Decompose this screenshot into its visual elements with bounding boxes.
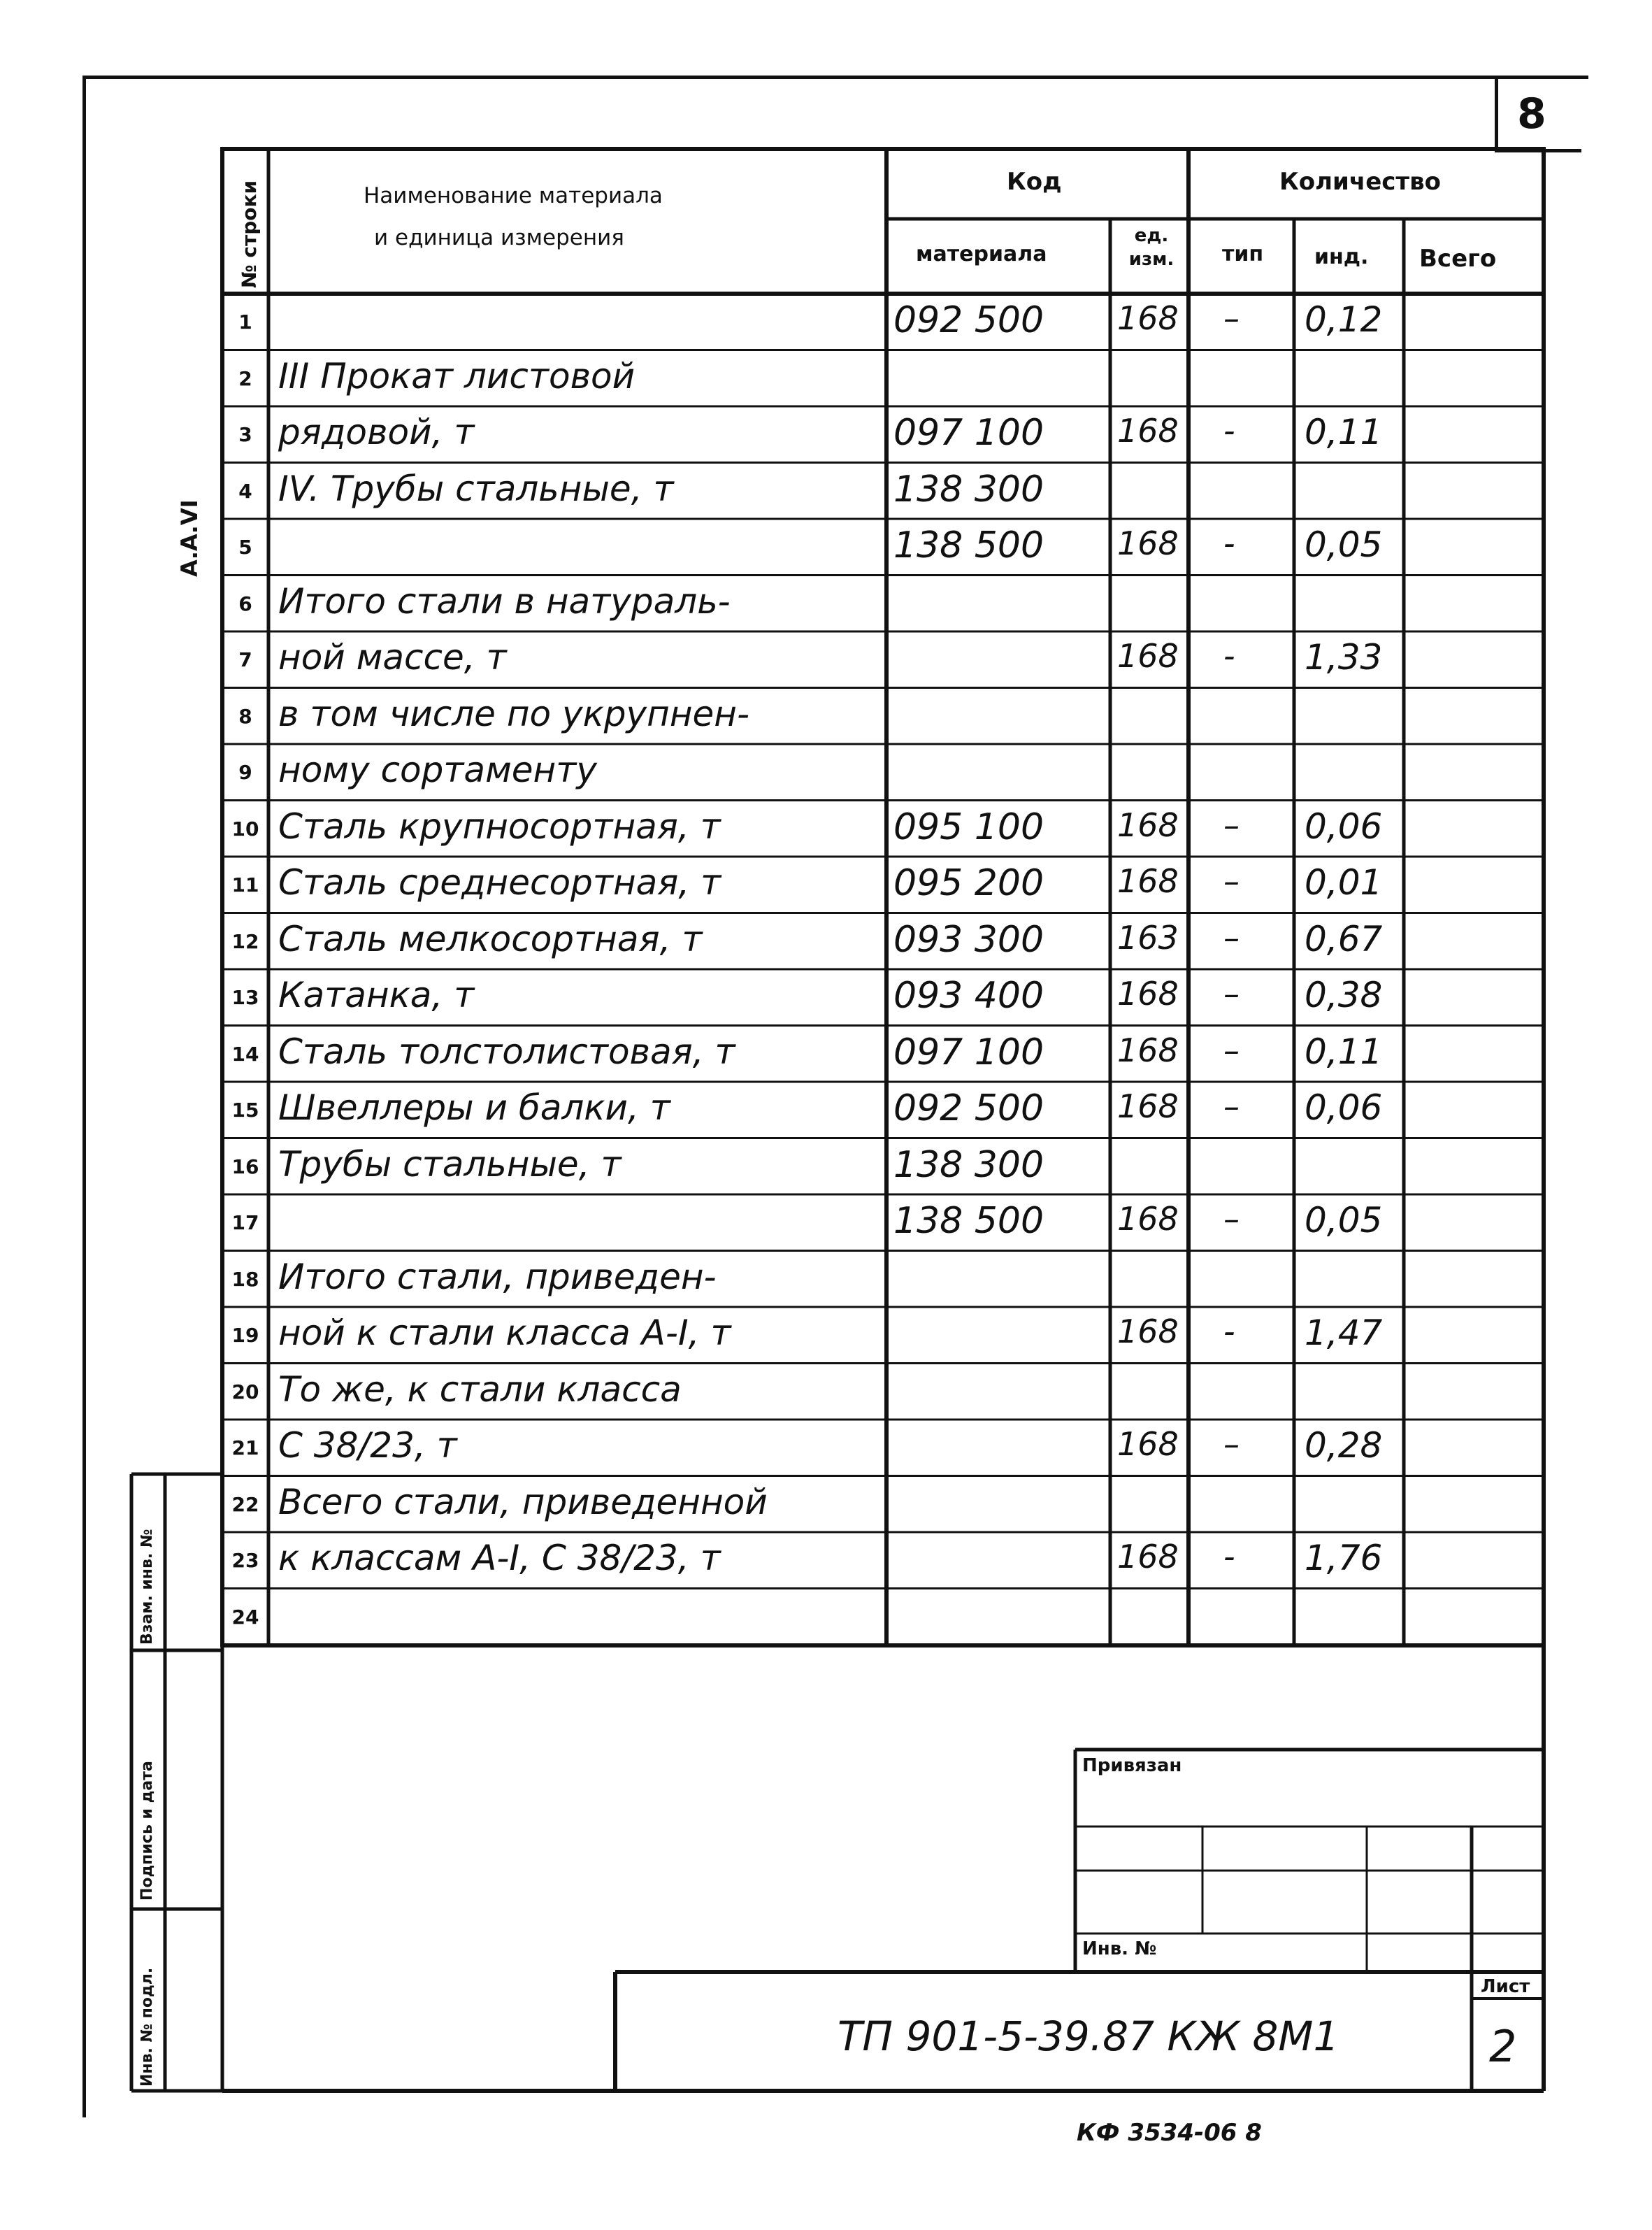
cell-unit: 168 — [1117, 299, 1179, 337]
cell-type: – — [1223, 862, 1240, 900]
cell-type: – — [1223, 975, 1240, 1013]
cell-name: Итого стали в натураль- — [278, 580, 731, 622]
cell-name: Сталь мелкосортная, т — [278, 918, 703, 959]
cell-ind: 0,67 — [1305, 918, 1383, 959]
cell-ind: 0,11 — [1305, 1031, 1383, 1072]
header-code: Код — [1007, 168, 1062, 196]
row-number: 1 — [238, 310, 252, 334]
header-unit: ед. изм. — [1128, 225, 1175, 270]
cell-unit: 168 — [1117, 806, 1179, 844]
row-number: 12 — [231, 929, 259, 953]
cell-unit: 168 — [1117, 1200, 1179, 1238]
cell-material: 092 500 — [893, 299, 1044, 341]
cell-material: 138 500 — [893, 1200, 1044, 1242]
row-number: 19 — [231, 1324, 259, 1347]
row-number: 5 — [238, 536, 252, 559]
margin-mark: А.А.VI — [176, 499, 203, 577]
stamp-privyazan: Привязан — [1082, 1755, 1182, 1776]
cell-material: 095 100 — [893, 806, 1044, 848]
cell-ind: 0,12 — [1305, 299, 1383, 340]
row-number: 4 — [238, 479, 252, 503]
header-material: материала — [916, 242, 1047, 266]
row-number: 9 — [238, 761, 252, 784]
cell-unit: 168 — [1117, 862, 1179, 900]
cell-name: в том числе по укрупнен- — [278, 693, 749, 734]
header-row-no: № строки — [238, 180, 261, 288]
cell-type: - — [1223, 637, 1235, 675]
row-number: 3 — [238, 423, 252, 446]
cell-unit: 168 — [1117, 1538, 1179, 1575]
cell-ind: 0,05 — [1305, 524, 1383, 565]
cell-unit: 168 — [1117, 975, 1179, 1013]
cell-unit: 168 — [1117, 412, 1179, 450]
cell-name: Всего стали, приведенной — [278, 1481, 768, 1522]
cell-name: Сталь крупносортная, т — [278, 806, 721, 847]
cell-ind: 0,11 — [1305, 412, 1383, 452]
cell-ind: 0,05 — [1305, 1200, 1383, 1241]
cell-name: IV. Трубы стальные, т — [278, 468, 674, 509]
header-name-line2: и единица измерения — [374, 225, 624, 250]
cell-name: Сталь толстолистовая, т — [278, 1031, 735, 1072]
cell-unit: 163 — [1117, 918, 1179, 957]
row-number: 8 — [238, 704, 252, 728]
cell-type: – — [1223, 1087, 1240, 1125]
cell-name: рядовой, т — [278, 412, 475, 452]
cell-name: Итого стали, приведен- — [278, 1256, 717, 1297]
row-number: 2 — [238, 366, 252, 390]
cell-ind: 0,01 — [1305, 862, 1383, 903]
cell-name: к классам А-I, С 38/23, т — [278, 1538, 721, 1578]
cell-material: 093 400 — [893, 975, 1044, 1017]
row-number: 11 — [231, 873, 259, 896]
row-number: 18 — [231, 1267, 259, 1291]
cell-material: 138 300 — [893, 468, 1044, 510]
cell-name: ной к стали класса А-I, т — [278, 1313, 731, 1353]
row-number: 6 — [238, 592, 252, 615]
side-label-podpis: Подпись и дата — [138, 1761, 156, 1901]
header-ind: инд. — [1314, 245, 1369, 269]
row-number: 13 — [231, 986, 259, 1009]
cell-material: 097 100 — [893, 412, 1044, 454]
cell-unit: 168 — [1117, 1087, 1179, 1125]
stamp-list-number: 2 — [1489, 2021, 1517, 2072]
cell-name: Швеллеры и балки, т — [278, 1087, 670, 1128]
cell-type: – — [1223, 1031, 1240, 1069]
cell-unit: 168 — [1117, 524, 1179, 562]
cell-type: - — [1223, 1538, 1235, 1575]
cell-material: 092 500 — [893, 1087, 1044, 1129]
cell-name: ной массе, т — [278, 637, 507, 678]
cell-name: Трубы стальные, т — [278, 1143, 622, 1185]
footer-code: КФ 3534-06 8 — [1077, 2119, 1262, 2147]
row-number: 15 — [231, 1099, 259, 1122]
header-name: Наименование материала — [364, 183, 663, 208]
sheet-number: 8 — [1517, 90, 1546, 138]
row-number: 22 — [231, 1492, 259, 1516]
stamp-list-label: Лист — [1481, 1976, 1530, 1997]
row-number: 7 — [238, 648, 252, 671]
header-type: тип — [1222, 242, 1264, 266]
row-number: 14 — [231, 1042, 259, 1066]
row-number: 17 — [231, 1211, 259, 1234]
cell-name: С 38/23, т — [278, 1425, 457, 1466]
row-number: 16 — [231, 1155, 259, 1178]
cell-ind: 0,06 — [1305, 1087, 1383, 1128]
cell-type: – — [1223, 1200, 1240, 1238]
cell-type: - — [1223, 412, 1235, 450]
cell-unit: 168 — [1117, 1313, 1179, 1350]
cell-type: – — [1223, 918, 1240, 957]
cell-unit: 168 — [1117, 637, 1179, 675]
cell-ind: 1,47 — [1305, 1313, 1383, 1353]
row-number: 20 — [231, 1380, 259, 1403]
cell-type: – — [1223, 1425, 1240, 1463]
cell-name: Катанка, т — [278, 975, 475, 1015]
cell-ind: 0,06 — [1305, 806, 1383, 847]
cell-unit: 168 — [1117, 1425, 1179, 1463]
cell-type: – — [1223, 806, 1240, 844]
cell-material: 138 500 — [893, 524, 1044, 566]
header-qty: Количество — [1279, 168, 1442, 196]
stamp-inv-no: Инв. № — [1082, 1938, 1157, 1959]
cell-material: 138 300 — [893, 1143, 1044, 1186]
cell-type: – — [1223, 299, 1240, 337]
cell-ind: 0,38 — [1305, 975, 1383, 1015]
cell-ind: 1,33 — [1305, 637, 1383, 678]
cell-name: То же, к стали класса — [278, 1368, 682, 1410]
cell-name: ному сортаменту — [278, 750, 597, 790]
cell-name: III Прокат листовой — [278, 355, 635, 396]
cell-name: Сталь среднесортная, т — [278, 862, 721, 903]
cell-unit: 168 — [1117, 1031, 1179, 1069]
cell-material: 093 300 — [893, 918, 1044, 961]
row-number: 21 — [231, 1436, 259, 1459]
row-number: 23 — [231, 1549, 259, 1572]
side-label-inv-podl: Инв. № подл. — [138, 1967, 156, 2087]
side-label-vzam: Взам. инв. № — [138, 1529, 156, 1645]
cell-type: - — [1223, 524, 1235, 562]
cell-material: 095 200 — [893, 862, 1044, 904]
cell-ind: 0,28 — [1305, 1425, 1383, 1466]
cell-type: - — [1223, 1313, 1235, 1350]
cell-ind: 1,76 — [1305, 1538, 1383, 1578]
row-number: 24 — [231, 1605, 259, 1629]
cell-material: 097 100 — [893, 1031, 1044, 1073]
stamp-doc-code: ТП 901-5-39.87 КЖ 8М1 — [838, 2013, 1339, 2060]
row-number: 10 — [231, 817, 259, 841]
header-total: Всего — [1419, 245, 1497, 273]
